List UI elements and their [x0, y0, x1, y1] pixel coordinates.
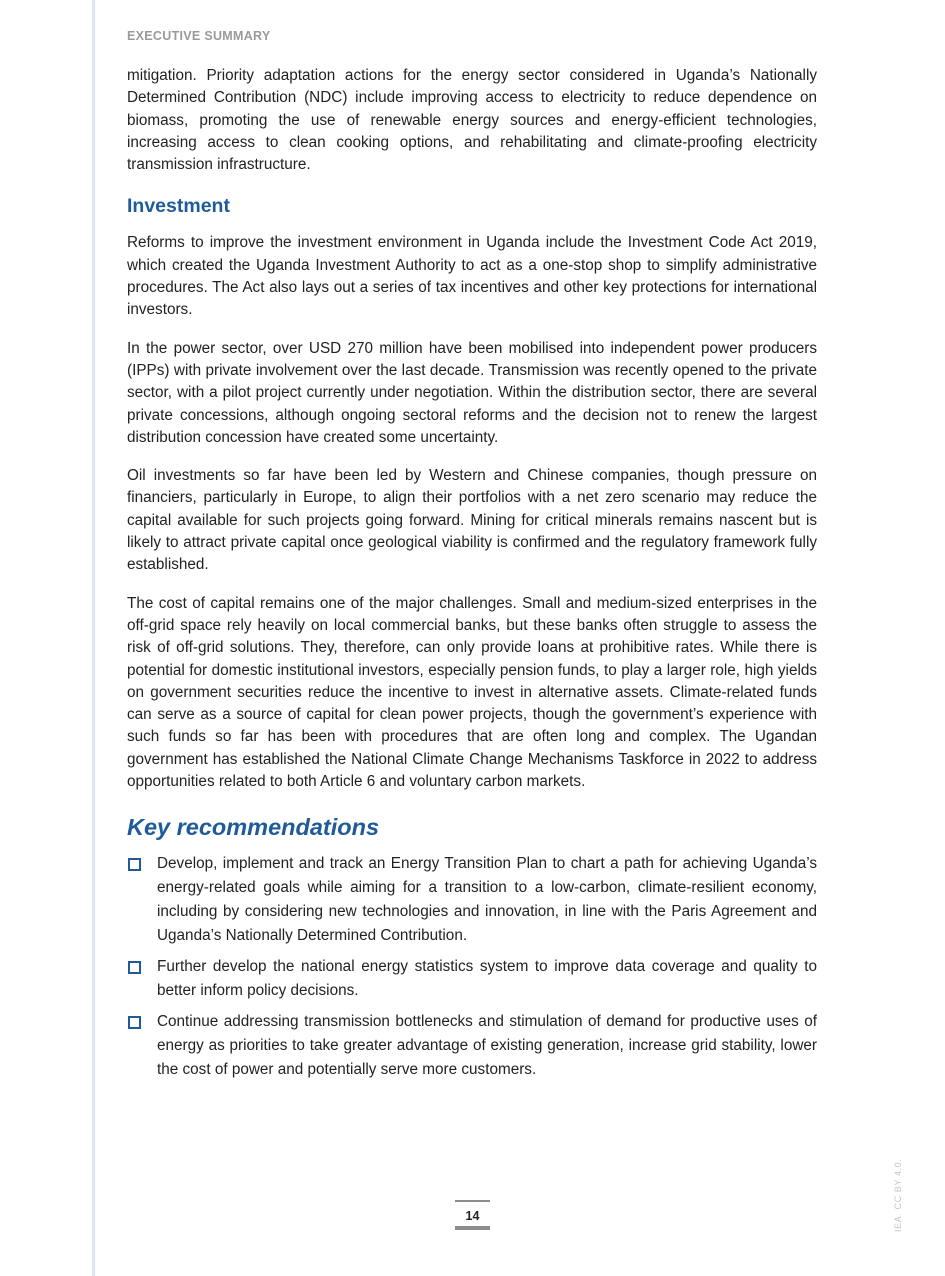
square-bullet-icon — [128, 1016, 141, 1029]
intro-paragraph: mitigation. Priority adaptation actions for the energy sector considered in Uganda’s Nationally Determined Contribution (NDC) include improving access to electricity to reduce dependence on biomass, promoting the use of renewable energy sources and energy-efficient technologies, increasing access to clean cooking options, and rehabilitating and climate-proofing electricity transmission infrastructure. — [127, 67, 817, 174]
page-number: 14 — [455, 1200, 490, 1230]
investment-heading: Investment — [127, 195, 230, 218]
page-margin-line — [92, 0, 95, 1276]
license-note: IEA. CC BY 4.0. — [893, 1158, 903, 1232]
recommendation-text: Develop, implement and track an Energy Transition Plan to chart a path for achieving Uganda’s energy-related goals while aiming for a transition to a low-carbon, climate-resilient economy, including by considering new technologies and innovation, in line with the Paris Agreement and Uganda’s Nationally Determined Contribution. — [157, 855, 817, 945]
recommendation-item — [127, 852, 817, 948]
recommendations-list — [127, 852, 817, 1082]
investment-paragraph: In the power sector, over USD 270 million have been mobilised into independent power producers (IPPs) with private involvement over the last decade. Transmission was recently opened to the private sector, with a pilot project currently under negotiation. Within the distribution sector, there are several private concessions, although ongoing sectoral reforms and the decision not to renew the largest distribution concession have created some uncertainty. — [127, 339, 817, 446]
recommendation-item — [127, 1010, 817, 1082]
recommendation-item — [127, 955, 817, 1003]
square-bullet-icon — [128, 858, 141, 871]
recommendation-text: Continue addressing transmission bottlenecks and stimulation of demand for productive uses of energy as priorities to take greater advantage of existing generation, increase grid stability, lower the cost of power and potentially serve more customers. — [157, 1013, 817, 1079]
key-recommendations-heading: Key recommendations — [127, 814, 380, 841]
page-content — [127, 65, 817, 1089]
investment-paragraph: Reforms to improve the investment environment in Uganda include the Investment Code Act 2019, which created the Uganda Investment Authority to act as a one-stop shop to simplify administrative procedures. The Act also lays out a series of tax incentives and other key protections for international investors. — [127, 234, 817, 319]
investment-paragraph: The cost of capital remains one of the major challenges. Small and medium-sized enterprises in the off-grid space rely heavily on local commercial banks, but these banks often struggle to assess the risk of off-grid solutions. They, therefore, can only provide loans at prohibitive rates. While there is potential for domestic institutional investors, especially pension funds, to play a larger role, high yields on government securities reduce the incentive to invest in alternative assets. Climate-related funds can serve as a source of capital for clean power projects, though the government’s experience with such funds so far has been with procedures that are often long and complex. The Ugandan government has established the National Climate Change Mechanisms Taskforce in 2022 to address opportunities related to both Article 6 and voluntary carbon markets. — [127, 594, 817, 791]
recommendation-text: Further develop the national energy statistics system to improve data coverage and quality to better inform policy decisions. — [157, 958, 817, 1000]
running-header: EXECUTIVE SUMMARY — [127, 29, 271, 43]
square-bullet-icon — [128, 961, 141, 974]
investment-paragraph: Oil investments so far have been led by Western and Chinese companies, though pressure on financiers, particularly in Europe, to align their portfolios with a net zero scenario may reduce the capital available for such projects going forward. Mining for critical minerals remains nascent but is likely to attract private capital once geological viability is confirmed and the regulatory framework fully established. — [127, 467, 817, 574]
